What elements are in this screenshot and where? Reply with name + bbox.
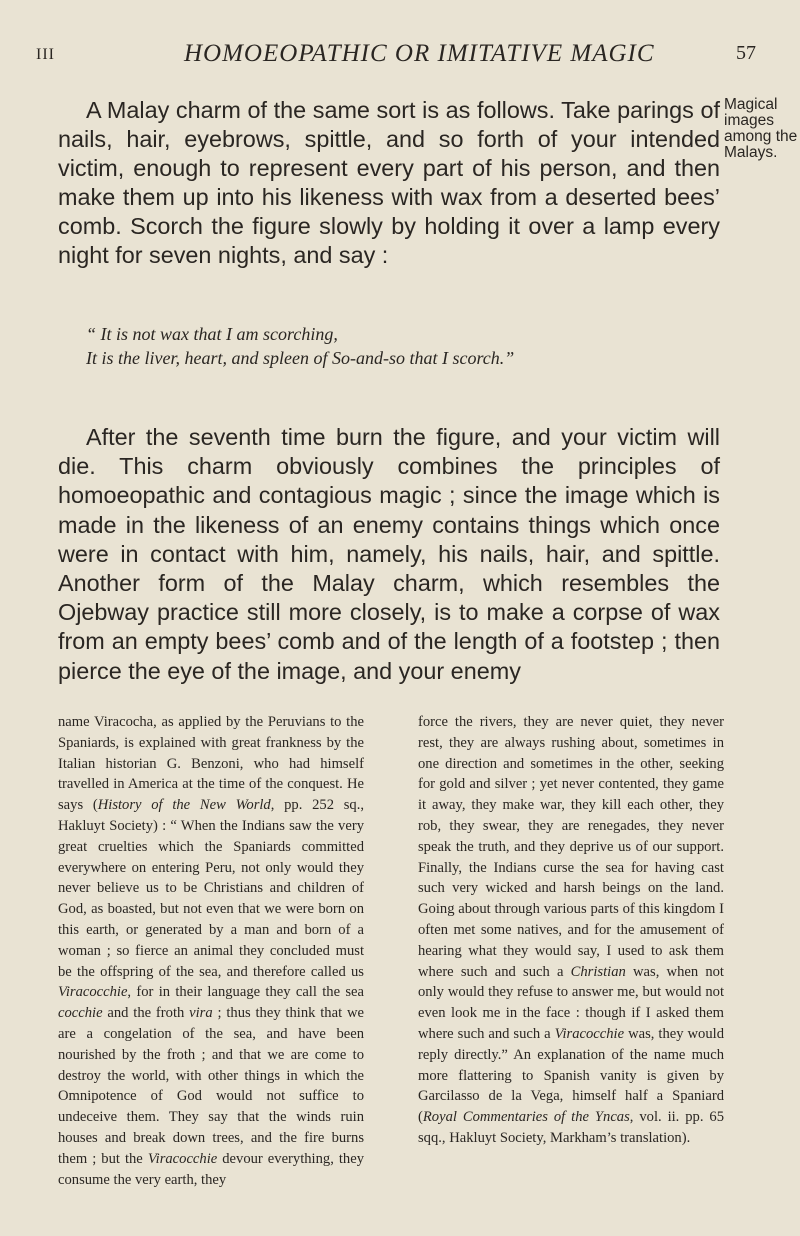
paragraph-2: [58, 423, 720, 686]
italic-term: Viracocchie: [58, 984, 128, 1001]
paragraph-2-text: After the seventh time burn the figure, and your victim will die. This charm obviously combines the principles of homoeopathic and contagious magic ; since the image which is made in the likeness of an enemy contains things which once were in contact with him, namely, his nails, hair, and spittle. Another form of the Malay charm, which resembles the Ojebway practice still more closely, is to make a corpse of wax from an empty bees’ comb and of the length of a footstep ; then pierce the eye of the image, and your enemy: [58, 424, 720, 684]
margin-note-line: images: [724, 112, 774, 129]
italic-term: Christian: [570, 963, 626, 980]
verse-line: “ It is not wax that I am scorching,: [86, 324, 338, 344]
running-title: HOMOEOPATHIC OR IMITATIVE MAGIC: [184, 40, 655, 67]
running-header: [36, 40, 756, 80]
italic-term: Viracocchie: [554, 1025, 625, 1042]
footnote-left-column: name Viracocha, as applied by the Peruvians to the Spaniards, is explained with great frankness by the Italian historian G. Benzoni, who had himself travelled in America at the time of the conquest. He says (History of the New World, pp. 252 sq., Hakluyt Society) : “ When the Indians saw the very great cruelties which the Spaniards committed everywhere on entering Peru, not only would they never believe us to be Christians and children of God, as boasted, but not even that we were born on this earth, or generated by a man and born of a woman ; so fierce an animal they concluded must be the offspring of the sea, and therefore called us Viracocchie, for in their language they call the sea cocchie and the froth vira ; thus they think that we are a congelation of the sea, and have been nourished by the froth ; and that we are come to destroy the world, with other things in which the Omnipotence of God would not suffice to undeceive them. They say that the winds ruin houses and break down trees, and the fire burns them ; but the Viracocchie devour everything, they consume the very earth, they: [58, 714, 365, 1188]
work-title: History of the New World: [97, 797, 271, 814]
paragraph-1-text: A Malay charm of the same sort is as follows. Take parings of nails, hair, eyebrows, spittle, and so forth of your intended victim, enough to represent every part of his person, and then make them up into his likeness with wax from a deserted bees’ comb. Scorch the figure slowly by holding it over a lamp every night for seven nights, and say :: [58, 97, 720, 268]
page-number: 57: [736, 42, 756, 64]
margin-note-line: Magical: [724, 96, 778, 113]
italic-term: vira: [189, 1005, 213, 1022]
margin-note: [724, 97, 800, 161]
margin-note-line: Malays.: [724, 144, 778, 161]
charm-verse: [86, 322, 726, 370]
paragraph-1: [58, 96, 720, 270]
italic-term: cocchie: [58, 1005, 103, 1022]
verse-line: It is the liver, heart, and spleen of So-and-so that I scorch.”: [86, 348, 515, 368]
italic-term: Viracocchie: [147, 1150, 218, 1167]
chapter-number: III: [36, 46, 55, 63]
footnote-right-column: force the rivers, they are never quiet, they never rest, they are always rushing about, sometimes in one direction and sometimes in the other, seeking for gold and silver ; yet never contented, they game it away, they make war, they kill each other, they rob, they swear, they are renegades, they never speak the truth, and they deprive us of our support. Finally, the Indians curse the sea for having cast such very wicked and harsh beings on the land. Going about through various parts of this kingdom I often met some natives, and for the amusement of hearing what they would say, I used to ask them where such and such a Christian was, when not only would they refuse to answer me, but would not even look me in the face : though if I asked them where such and such a Viracocchie was, they would reply directly.” An explanation of the name much more flattering to Spanish vanity is given by Garcilasso de la Vega, himself half a Spaniard (Royal Commentaries of the Yncas, vol. ii. pp. 65 sqq., Hakluyt Society, Markham’s translation).: [418, 714, 724, 1146]
work-title: Royal Commentaries of the Yncas: [422, 1109, 630, 1126]
margin-note-line: among the: [724, 128, 798, 145]
